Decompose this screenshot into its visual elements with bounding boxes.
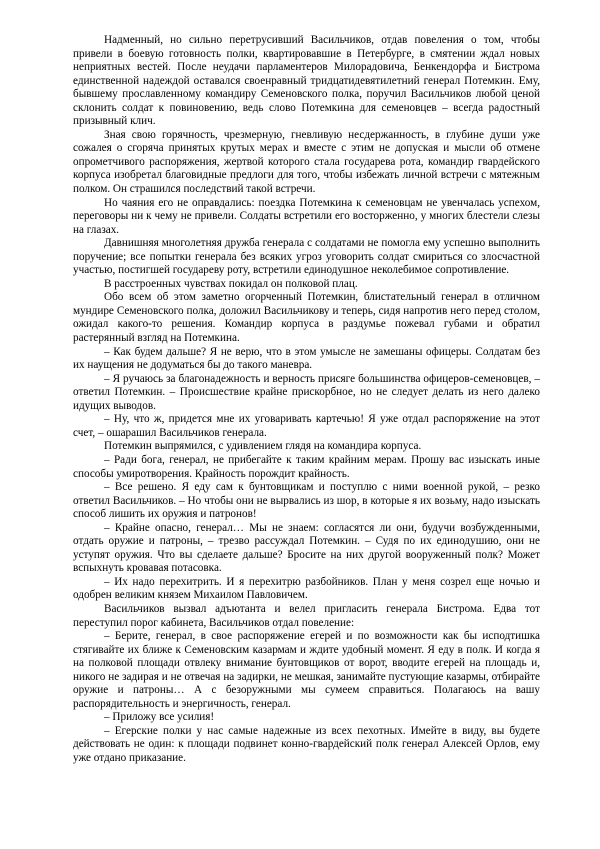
- dialogue-line: – Приложу все усилия!: [104, 711, 215, 724]
- dialogue-line: – Все решено. Я еду сам к бунтовщикам и поступлю с ними военной рукой, – резко ответил Васильчиков. – Но чтобы они не вырвались из шор, в которые я их возьму, надо изыскать способ лишить их оружия и патронов!: [73, 481, 540, 521]
- paragraph: Надменный, но сильно перетрусивший Васильчиков, отдав повеления о том, чтобы привели в боевую готовность полки, квартировавшие в Петербурге, в смятении ждал новых неприятных вестей. После неудачи парламентеров Милорадовича, Бенкендорфа и Бистрома единственной надеждой оставался своенравный тридцатидевятилетний генерал Потемкин. Ему, бывшему прославленному командиру Семеновского полка, поручил Васильчиков любой ценой склонить солдат к повиновению, ведь слово Потемкина для семеновцев – всегда радостный призывный клич.: [73, 34, 540, 128]
- dialogue-line: – Егерские полки у нас самые надежные из всех пехотных. Имейте в виду, вы будете действовать не один: к площади подвинет конно-гвардейский полк генерал Алексей Орлов, ему уже отдано приказание.: [73, 724, 540, 764]
- dialogue-line: – Ну, что ж, придется мне их уговаривать картечью! Я уже отдал распоряжение на этот счет, – ошарашил Васильчиков генерала.: [73, 413, 540, 439]
- paragraph: Обо всем об этом заметно огорченный Потемкин, блистательный генерал в отличном мундире Семеновского полка, доложил Васильчикову и теперь, сидя напротив него перед столом, ожидал какого-то решения. Командир корпуса в раздумье пожевал губами и обратил растерянный взгляд на Потемкина.: [73, 291, 540, 345]
- paragraph: Но чаяния его не оправдались: поездка Потемкина к семеновцам не увенчалась успехом, переговоры ни к чему не привели. Солдаты встретили его восторженно, у многих блестели слезы на глазах.: [73, 196, 540, 236]
- dialogue-line: – Как будем дальше? Я не верю, что в этом умысле не замешаны офицеры. Солдатам без их наущения не додуматься бы до такого маневра.: [73, 345, 540, 372]
- dialogue-line: – Крайне опасно, генерал… Мы не знаем: согласятся ли они, будучи возбужденными, отдать оружие и патроны, – трезво рассуждал Потемкин. – Судя по их единодушию, они не уступят оружия. Что вы сделаете дальше? Бросите на них другой вооруженный полк? Может вспыхнуть кровавая потасовка.: [73, 521, 540, 575]
- paragraph: Зная свою горячность, чрезмерную, гневливую несдержанность, в глубине души уже сожалея о сгоряча принятых крутых мерах и вместе с этим не допуская и мысли об отмене опрометчивого распоряжения, жертвой которого стала государева рота, командир гвардейского корпуса изобретал благовидные предлоги для того, чтобы избежать личной встречи с мятежным полком. Он страшился последствий такой встречи.: [73, 128, 540, 196]
- dialogue-line: – Ради бога, генерал, не прибегайте к таким крайним мерам. Прошу вас изыскать иные способы умиротворения. Крайность порождит крайность.: [73, 453, 540, 480]
- dialogue-line: – Я ручаюсь за благонадежность и верность присяге большинства офицеров-семеновцев, – ответил Потемкин. – Происшествие крайне прискорбное, но не следует делать из него далеко идущих выводов.: [73, 372, 540, 412]
- paragraph: Давнишняя многолетняя дружба генерала с солдатами не помогла ему успешно выполнить поручение; все попытки генерала без всяких угроз уговорить солдат смириться со злосчастной участью, постигшей государеву роту, встретили единодушное неколебимое сопротивление.: [73, 237, 540, 277]
- document-page: [73, 34, 540, 766]
- dialogue-line: – Берите, генерал, в свое распоряжение егерей и по возможности как бы исподтишка стягивайте их ближе к Семеновским казармам и ждите удобный момент. Я еду в полк. И когда я на полковой площади отвлеку внимание бунтовщиков от ворот, вводите егерей на площадь и, никого не задирая и не отвечая на задирки, не мешкая, занимайте пустующие казармы, отбирайте оружие и патроны… А с безоружными мы сумеем справиться. Полагаюсь на вашу распорядительность и энергичность, генерал.: [73, 630, 540, 710]
- paragraph: Васильчиков вызвал адъютанта и велел пригласить генерала Бистрома. Едва тот переступил порог кабинета, Васильчиков отдал повеление:: [73, 602, 540, 629]
- paragraph: Потемкин выпрямился, с удивлением глядя на командира корпуса.: [104, 440, 422, 453]
- paragraph: В расстроенных чувствах покидал он полковой плац.: [104, 277, 358, 290]
- dialogue-line: – Их надо перехитрить. И я перехитрю разбойников. План у меня созрел еще ночью и одобрен великим князем Михаилом Павловичем.: [73, 575, 540, 602]
